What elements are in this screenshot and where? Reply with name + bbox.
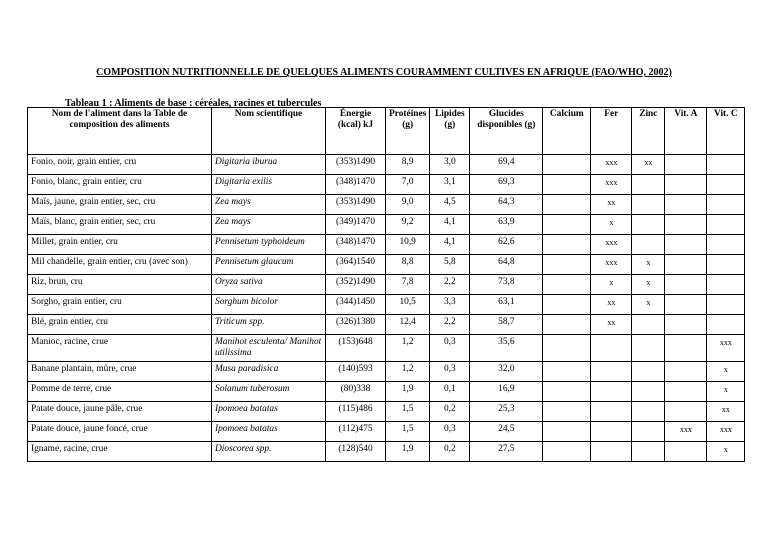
cell-proteins: 1,9 bbox=[386, 382, 430, 402]
cell-proteins: 1,2 bbox=[386, 362, 430, 382]
cell-vitamin-a bbox=[665, 155, 707, 175]
cell-energy: (348)1470 bbox=[326, 235, 386, 255]
cell-glucides: 69,4 bbox=[470, 155, 543, 175]
cell-vitamin-a bbox=[665, 362, 707, 382]
cell-iron: xx bbox=[591, 295, 632, 315]
header-calcium: Calcium bbox=[543, 108, 591, 155]
cell-calcium bbox=[543, 362, 591, 382]
header-glucides: Glucides disponibles (g) bbox=[470, 108, 543, 155]
cell-zinc bbox=[632, 195, 665, 215]
cell-scientific-name: Dioscorea spp. bbox=[212, 442, 326, 462]
cell-energy: (348)1470 bbox=[326, 175, 386, 195]
cell-proteins: 9,2 bbox=[386, 215, 430, 235]
table-row bbox=[28, 442, 745, 462]
cell-energy: (153)648 bbox=[326, 335, 386, 362]
cell-proteins: 1,5 bbox=[386, 422, 430, 442]
cell-vitamin-a bbox=[665, 382, 707, 402]
cell-calcium bbox=[543, 275, 591, 295]
cell-energy: (364)1540 bbox=[326, 255, 386, 275]
cell-calcium bbox=[543, 315, 591, 335]
cell-glucides: 63,1 bbox=[470, 295, 543, 315]
cell-vitamin-a: xxx bbox=[665, 422, 707, 442]
cell-vitamin-a bbox=[665, 295, 707, 315]
cell-food-name: Pomme de terre, crue bbox=[28, 382, 212, 402]
cell-lipids: 3,1 bbox=[430, 175, 470, 195]
cell-food-name: Manioc, racine, crue bbox=[28, 335, 212, 362]
cell-food-name: Fonio, blanc, grain entier, cru bbox=[28, 175, 212, 195]
nutrition-table bbox=[27, 107, 745, 462]
cell-calcium bbox=[543, 195, 591, 215]
cell-energy: (326)1380 bbox=[326, 315, 386, 335]
cell-iron: x bbox=[591, 275, 632, 295]
cell-scientific-name: Manihot esculenta/ Manihot utilissima bbox=[212, 335, 326, 362]
cell-energy: (128)540 bbox=[326, 442, 386, 462]
cell-iron: xx bbox=[591, 315, 632, 335]
cell-vitamin-c: x bbox=[707, 382, 745, 402]
cell-zinc bbox=[632, 315, 665, 335]
cell-calcium bbox=[543, 235, 591, 255]
cell-zinc bbox=[632, 362, 665, 382]
cell-food-name: Fonio, noir, grain entier, cru bbox=[28, 155, 212, 175]
cell-scientific-name: Musa paradisica bbox=[212, 362, 326, 382]
cell-energy: (344)1450 bbox=[326, 295, 386, 315]
cell-zinc bbox=[632, 442, 665, 462]
cell-calcium bbox=[543, 295, 591, 315]
cell-calcium bbox=[543, 422, 591, 442]
document-title: COMPOSITION NUTRITIONNELLE DE QUELQUES ALIMENTS COURAMMENT CULTIVES EN AFRIQUE (FAO/WHO, 2002) bbox=[96, 67, 672, 78]
cell-glucides: 35,6 bbox=[470, 335, 543, 362]
cell-vitamin-a bbox=[665, 402, 707, 422]
cell-food-name: Patate douce, jaune pâle, crue bbox=[28, 402, 212, 422]
cell-zinc bbox=[632, 215, 665, 235]
cell-vitamin-a bbox=[665, 255, 707, 275]
cell-glucides: 32,0 bbox=[470, 362, 543, 382]
cell-food-name: Igname, racine, crue bbox=[28, 442, 212, 462]
cell-energy: (353)1490 bbox=[326, 195, 386, 215]
cell-vitamin-c: xxx bbox=[707, 422, 745, 442]
cell-lipids: 0,1 bbox=[430, 382, 470, 402]
table-row bbox=[28, 295, 745, 315]
cell-proteins: 8,8 bbox=[386, 255, 430, 275]
cell-calcium bbox=[543, 402, 591, 422]
cell-vitamin-a bbox=[665, 335, 707, 362]
header-food-name: Nom de l'aliment dans la Table de composition des aliments bbox=[28, 108, 212, 155]
cell-lipids: 4,1 bbox=[430, 235, 470, 255]
cell-food-name: Blé, grain entier, cru bbox=[28, 315, 212, 335]
cell-energy: (352)1490 bbox=[326, 275, 386, 295]
cell-lipids: 4,1 bbox=[430, 215, 470, 235]
cell-energy: (349)1470 bbox=[326, 215, 386, 235]
table-row bbox=[28, 315, 745, 335]
cell-proteins: 9,0 bbox=[386, 195, 430, 215]
cell-glucides: 63,9 bbox=[470, 215, 543, 235]
cell-vitamin-c: xx bbox=[707, 402, 745, 422]
cell-lipids: 0,2 bbox=[430, 402, 470, 422]
cell-iron: x bbox=[591, 215, 632, 235]
cell-iron bbox=[591, 382, 632, 402]
cell-zinc bbox=[632, 175, 665, 195]
cell-vitamin-c bbox=[707, 155, 745, 175]
cell-scientific-name: Pennisetum typhoideum bbox=[212, 235, 326, 255]
cell-vitamin-c: xxx bbox=[707, 335, 745, 362]
header-vitamin-c: Vit. C bbox=[707, 108, 745, 155]
cell-proteins: 10,9 bbox=[386, 235, 430, 255]
cell-zinc bbox=[632, 422, 665, 442]
header-iron: Fer bbox=[591, 108, 632, 155]
cell-iron bbox=[591, 402, 632, 422]
cell-scientific-name: Zea mays bbox=[212, 215, 326, 235]
cell-lipids: 4,5 bbox=[430, 195, 470, 215]
header-proteins: Protéines (g) bbox=[386, 108, 430, 155]
cell-vitamin-c bbox=[707, 315, 745, 335]
cell-calcium bbox=[543, 175, 591, 195]
table-row bbox=[28, 175, 745, 195]
cell-vitamin-c bbox=[707, 175, 745, 195]
cell-vitamin-a bbox=[665, 195, 707, 215]
table-row bbox=[28, 255, 745, 275]
cell-glucides: 16,9 bbox=[470, 382, 543, 402]
cell-vitamin-a bbox=[665, 215, 707, 235]
cell-lipids: 0,3 bbox=[430, 422, 470, 442]
cell-scientific-name: Zea mays bbox=[212, 195, 326, 215]
table-row bbox=[28, 335, 745, 362]
cell-vitamin-c bbox=[707, 235, 745, 255]
cell-vitamin-c bbox=[707, 275, 745, 295]
table-row bbox=[28, 422, 745, 442]
table-body bbox=[28, 155, 745, 462]
cell-iron: xx bbox=[591, 195, 632, 215]
cell-scientific-name: Digitaria exilis bbox=[212, 175, 326, 195]
table-header-row bbox=[28, 108, 745, 155]
header-energy: Énergie (kcal) kJ bbox=[326, 108, 386, 155]
cell-energy: (115)486 bbox=[326, 402, 386, 422]
cell-proteins: 1,9 bbox=[386, 442, 430, 462]
cell-lipids: 0,2 bbox=[430, 442, 470, 462]
cell-lipids: 0,3 bbox=[430, 335, 470, 362]
cell-food-name: Banane plantain, mûre, crue bbox=[28, 362, 212, 382]
cell-calcium bbox=[543, 215, 591, 235]
cell-proteins: 7,0 bbox=[386, 175, 430, 195]
cell-lipids: 2,2 bbox=[430, 315, 470, 335]
cell-glucides: 58,7 bbox=[470, 315, 543, 335]
cell-glucides: 64,3 bbox=[470, 195, 543, 215]
cell-scientific-name: Solanum tuberosum bbox=[212, 382, 326, 402]
cell-zinc bbox=[632, 382, 665, 402]
cell-vitamin-c bbox=[707, 215, 745, 235]
cell-glucides: 24,5 bbox=[470, 422, 543, 442]
header-lipids: Lipides (g) bbox=[430, 108, 470, 155]
cell-vitamin-c: x bbox=[707, 362, 745, 382]
cell-proteins: 1,2 bbox=[386, 335, 430, 362]
cell-energy: (353)1490 bbox=[326, 155, 386, 175]
header-zinc: Zinc bbox=[632, 108, 665, 155]
cell-calcium bbox=[543, 255, 591, 275]
cell-zinc bbox=[632, 402, 665, 422]
cell-iron bbox=[591, 442, 632, 462]
cell-food-name: Millet, grain entier, cru bbox=[28, 235, 212, 255]
cell-vitamin-c: x bbox=[707, 442, 745, 462]
cell-lipids: 2,2 bbox=[430, 275, 470, 295]
cell-calcium bbox=[543, 155, 591, 175]
cell-zinc: x bbox=[632, 275, 665, 295]
table-row bbox=[28, 275, 745, 295]
cell-vitamin-a bbox=[665, 442, 707, 462]
cell-scientific-name: Ipomoea batatas bbox=[212, 422, 326, 442]
table-row bbox=[28, 195, 745, 215]
cell-proteins: 12,4 bbox=[386, 315, 430, 335]
cell-scientific-name: Pennisetum glaucum bbox=[212, 255, 326, 275]
cell-energy: (140)593 bbox=[326, 362, 386, 382]
cell-scientific-name: Digitaria iburua bbox=[212, 155, 326, 175]
table-row bbox=[28, 402, 745, 422]
cell-scientific-name: Sorghum bicolor bbox=[212, 295, 326, 315]
cell-vitamin-a bbox=[665, 275, 707, 295]
table-row bbox=[28, 362, 745, 382]
cell-glucides: 73,8 bbox=[470, 275, 543, 295]
cell-vitamin-c bbox=[707, 295, 745, 315]
cell-glucides: 69,3 bbox=[470, 175, 543, 195]
cell-vitamin-a bbox=[665, 315, 707, 335]
header-scientific-name: Nom scientifique bbox=[212, 108, 326, 155]
cell-vitamin-c bbox=[707, 195, 745, 215]
table-caption: Tableau 1 : Aliments de base : céréales, racines et tubercules bbox=[65, 98, 322, 109]
cell-proteins: 8,9 bbox=[386, 155, 430, 175]
cell-zinc: xx bbox=[632, 155, 665, 175]
cell-iron: xxx bbox=[591, 235, 632, 255]
cell-zinc bbox=[632, 235, 665, 255]
cell-food-name: Maïs, blanc, grain entier, sec, cru bbox=[28, 215, 212, 235]
cell-energy: (112)475 bbox=[326, 422, 386, 442]
cell-vitamin-c bbox=[707, 255, 745, 275]
cell-iron bbox=[591, 335, 632, 362]
cell-iron: xxx bbox=[591, 155, 632, 175]
cell-energy: (80)338 bbox=[326, 382, 386, 402]
cell-lipids: 0,3 bbox=[430, 362, 470, 382]
cell-lipids: 3,0 bbox=[430, 155, 470, 175]
cell-zinc bbox=[632, 335, 665, 362]
cell-food-name: Mil chandelle, grain entier, cru (avec son) bbox=[28, 255, 212, 275]
cell-zinc: x bbox=[632, 255, 665, 275]
cell-lipids: 5,8 bbox=[430, 255, 470, 275]
header-vitamin-a: Vit. A bbox=[665, 108, 707, 155]
cell-food-name: Maïs, jaune, grain entier, sec, cru bbox=[28, 195, 212, 215]
cell-food-name: Sorgho, grain entier, cru bbox=[28, 295, 212, 315]
table-row bbox=[28, 215, 745, 235]
cell-glucides: 64,8 bbox=[470, 255, 543, 275]
cell-glucides: 25,3 bbox=[470, 402, 543, 422]
cell-iron bbox=[591, 422, 632, 442]
table-row bbox=[28, 382, 745, 402]
table-row bbox=[28, 155, 745, 175]
cell-glucides: 62,6 bbox=[470, 235, 543, 255]
cell-calcium bbox=[543, 382, 591, 402]
cell-vitamin-a bbox=[665, 175, 707, 195]
cell-calcium bbox=[543, 442, 591, 462]
cell-food-name: Patate douce, jaune foncé, crue bbox=[28, 422, 212, 442]
cell-glucides: 27,5 bbox=[470, 442, 543, 462]
cell-lipids: 3,3 bbox=[430, 295, 470, 315]
cell-scientific-name: Oryza sativa bbox=[212, 275, 326, 295]
cell-iron: xxx bbox=[591, 175, 632, 195]
table-row bbox=[28, 235, 745, 255]
cell-calcium bbox=[543, 335, 591, 362]
cell-scientific-name: Ipomoea batatas bbox=[212, 402, 326, 422]
cell-zinc: x bbox=[632, 295, 665, 315]
cell-vitamin-a bbox=[665, 235, 707, 255]
cell-proteins: 7,8 bbox=[386, 275, 430, 295]
cell-iron: xxx bbox=[591, 255, 632, 275]
cell-scientific-name: Triticum spp. bbox=[212, 315, 326, 335]
cell-proteins: 1,5 bbox=[386, 402, 430, 422]
cell-proteins: 10,5 bbox=[386, 295, 430, 315]
cell-food-name: Riz, brun, cru bbox=[28, 275, 212, 295]
cell-iron bbox=[591, 362, 632, 382]
